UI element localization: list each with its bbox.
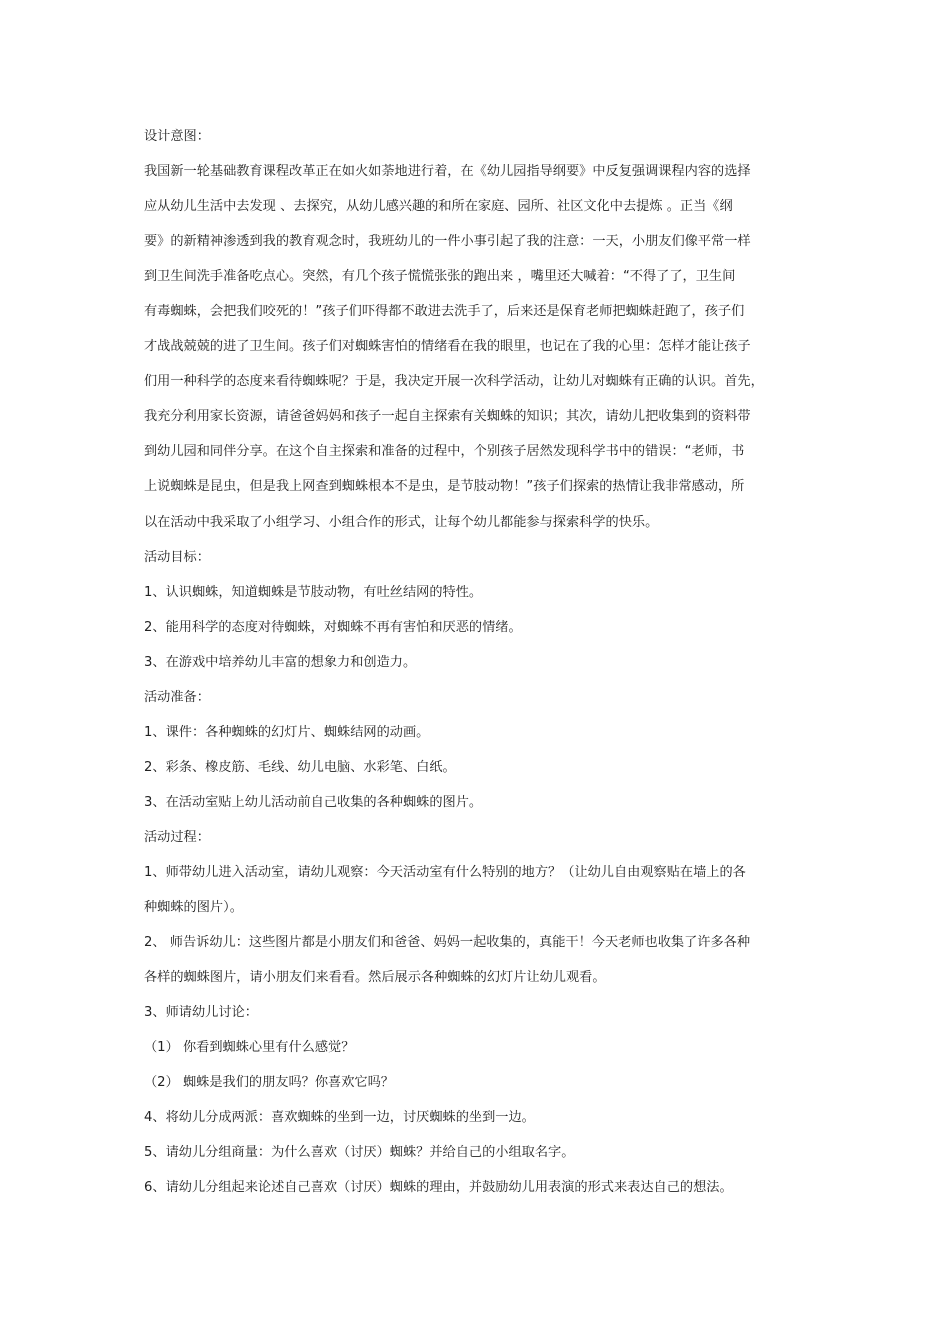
text-line: 6、请幼儿分组起来论述自己喜欢（讨厌）蜘蛛的理由，并鼓励幼儿用表演的形式来表达自己的想法。: [144, 1180, 733, 1196]
text-line: 应从幼儿生活中去发现 、去探究，从幼儿感兴趣的和所在家庭、园所、社区文化中去提炼 。正当《纲: [144, 199, 733, 215]
text-line: 设计意图：: [144, 129, 210, 144]
text-line: （1） 你看到蜘蛛心里有什么感觉？: [144, 1040, 355, 1056]
text-line: 以在活动中我采取了小组学习、小组合作的形式，让每个幼儿都能参与探索科学的快乐。: [144, 514, 659, 530]
text-line: 到幼儿园和同伴分享。在这个自主探索和准备的过程中，个别孩子居然发现科学书中的错误：“老师，书: [144, 444, 745, 460]
text-line: 3、师请幼儿讨论：: [144, 1005, 258, 1021]
text-line: 们用一种科学的态度来看待蜘蛛呢？于是，我决定开展一次科学活动，让幼儿对蜘蛛有正确的认识。首先，: [144, 374, 764, 390]
text-line: 各样的蜘蛛图片，请小朋友们来看看。然后展示各种蜘蛛的幻灯片让幼儿观看。: [144, 970, 606, 986]
text-line: 2、 师告诉幼儿：这些图片都是小朋友们和爸爸、妈妈一起收集的，真能干！今天老师也收集了许多各种: [144, 935, 751, 951]
text-line: 我充分利用家长资源，请爸爸妈妈和孩子一起自主探索有关蜘蛛的知识；其次，请幼儿把收集到的资料带: [144, 409, 751, 425]
text-line: 5、请幼儿分组商量：为什么喜欢（讨厌）蜘蛛？并给自己的小组取名字。: [144, 1145, 575, 1161]
text-line: 1、课件：各种蜘蛛的幻灯片、蜘蛛结网的动画。: [144, 724, 430, 740]
text-line: 3、在活动室贴上幼儿活动前自己收集的各种蜘蛛的图片。: [144, 794, 483, 810]
text-line: 我国新一轮基础教育课程改革正在如火如荼地进行着，在《幼儿园指导纲要》中反复强调课程内容的选择: [144, 164, 751, 180]
text-line: 活动过程：: [144, 829, 210, 845]
text-line: 4、将幼儿分成两派：喜欢蜘蛛的坐到一边，讨厌蜘蛛的坐到一边。: [144, 1110, 535, 1126]
text-line: 1、认识蜘蛛，知道蜘蛛是节肢动物，有吐丝结网的特性。: [144, 584, 483, 600]
text-line: 活动准备：: [144, 689, 210, 705]
text-line: （2） 蜘蛛是我们的朋友吗？你喜欢它吗？: [144, 1075, 394, 1091]
text-line: 1、师带幼儿进入活动室，请幼儿观察：今天活动室有什么特别的地方？（让幼儿自由观察贴在墙上的各: [144, 864, 746, 880]
text-line: 要》的新精神渗透到我的教育观念时，我班幼儿的一件小事引起了我的注意：一天，小朋友们像平常一样: [144, 234, 751, 250]
text-line: 种蜘蛛的图片）。: [144, 900, 243, 916]
text-line: 2、能用科学的态度对待蜘蛛，对蜘蛛不再有害怕和厌恶的情绪。: [144, 619, 522, 635]
text-line: 3、在游戏中培养幼儿丰富的想象力和创造力。: [144, 654, 417, 670]
text-line: 才战战兢兢的进了卫生间。孩子们对蜘蛛害怕的情绪看在我的眼里，也记在了我的心里：怎样才能让孩子: [144, 339, 751, 355]
text-line: 有毒蜘蛛，会把我们咬死的！”孩子们吓得都不敢进去洗手了，后来还是保育老师把蜘蛛赶跑了，孩子们: [144, 304, 745, 320]
text-line: 上说蜘蛛是昆虫，但是我上网查到蜘蛛根本不是虫，是节肢动物！”孩子们探索的热情让我非常感动，所: [144, 479, 745, 495]
document-body: [144, 127, 816, 1213]
text-line: 到卫生间洗手准备吃点心。突然，有几个孩子慌慌张张的跑出来 ，嘴里还大喊着：“不得了了，卫生间: [144, 269, 736, 285]
text-line: 2、彩条、橡皮筋、毛线、幼儿电脑、水彩笔、白纸。: [144, 759, 456, 775]
text-line: 活动目标：: [144, 549, 210, 565]
